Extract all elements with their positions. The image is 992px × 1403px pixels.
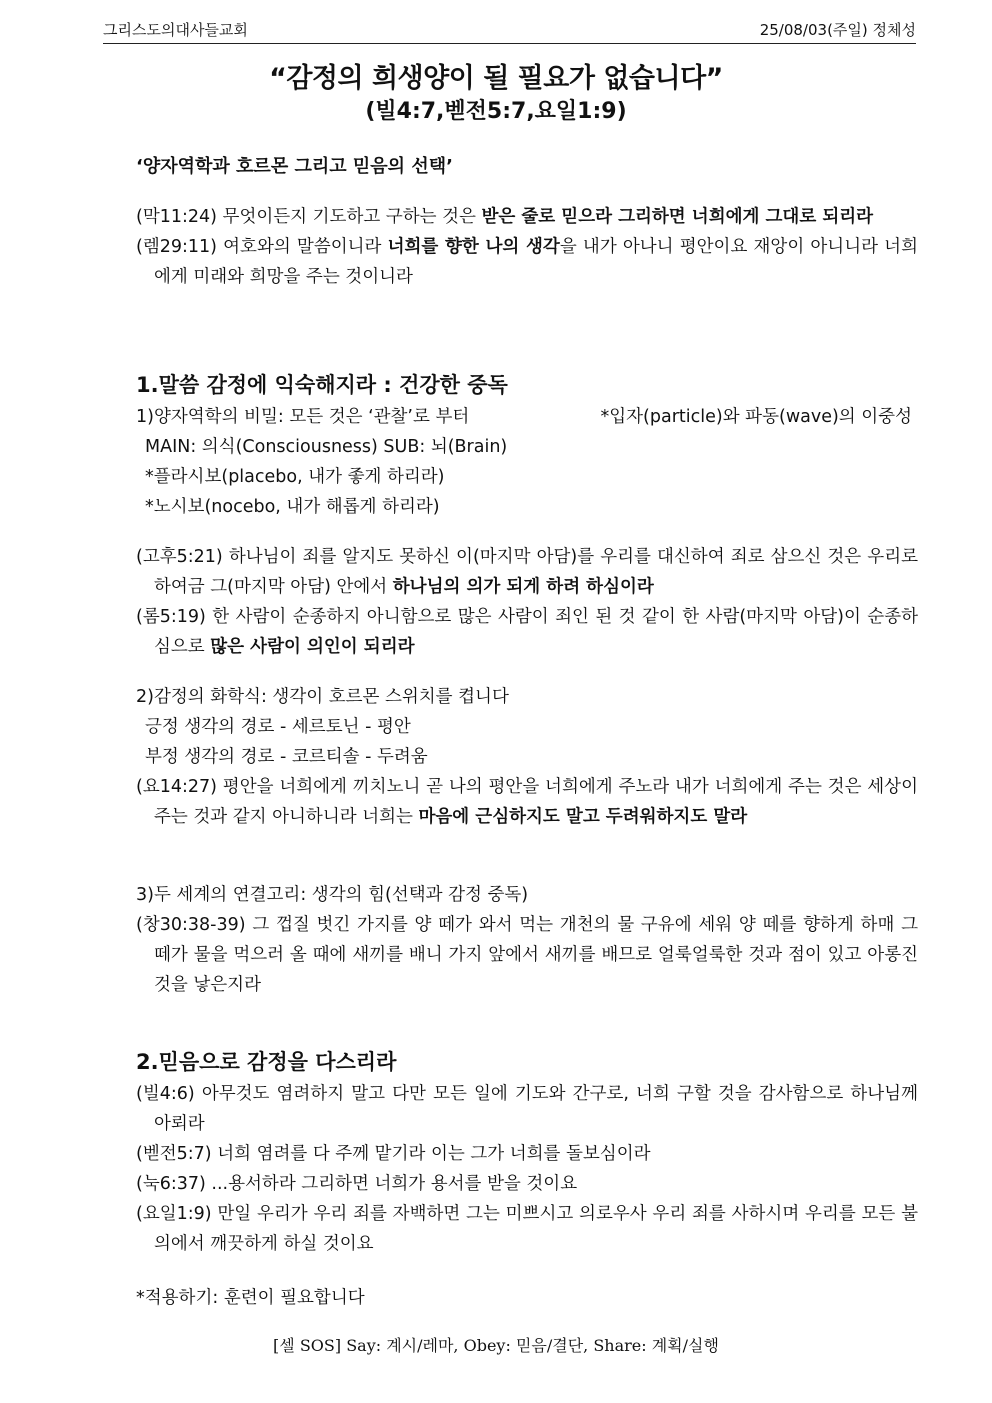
verse-rom-5-19: (롬5:19) 한 사람이 순종하지 아니함으로 많은 사람이 죄인 된 것 같이 한 사람(마지막 아담)이 순종하심으로 많은 사람이 의인이 되리라 [136,607,918,657]
section-1-item-1 [136,402,918,522]
section-2-verses [136,1079,918,1259]
emotion-chemistry-label: 2)감정의 화학식: 생각이 호르몬 스위치를 켭니다 [136,687,509,707]
date-preacher: 25/08/03(주일) 정체성 [759,21,916,39]
verse-1john-1-9: (요일1:9) 만일 우리가 우리 죄를 자백하면 그는 미쁘시고 의로우사 우리 죄를 사하시며 우리를 모든 불의에서 깨끗하게 하실 것이요 [136,1204,918,1254]
apply-line: *적용하기: 훈련이 필요합니다 [136,1288,365,1308]
verse-luke-6-37: (눅6:37) ...용서하라 그리하면 너희가 용서를 받을 것이요 [136,1174,578,1194]
nocebo-line: *노시보(nocebo, 내가 해롭게 하리라) [145,497,440,517]
page-header [103,18,916,44]
section-1-item-3 [136,880,918,1000]
church-name: 그리스도의대사들교회 [103,21,248,39]
verse-2cor-5-21: (고후5:21) 하나님이 죄를 알지도 못하신 이(마지막 아담)를 우리를 대신하여 죄로 삼으신 것은 우리로 하여금 그(마지막 아담) 안에서 하나님의 의가 되게 하려 하심이라 [136,547,918,597]
verse-1pet-5-7: (벧전5:7) 너희 염려를 다 주께 맡기라 이는 그가 너희를 돌보심이라 [136,1144,651,1164]
verse-gen-30-38: (창30:38-39) 그 껍질 벗긴 가지를 양 떼가 와서 먹는 개천의 물 구유에 세워 양 떼를 향하게 하매 그 떼가 물을 먹으러 올 때에 새끼를 배니 가지 앞에서 새끼를 배므로 얼룩얼룩한 것과 점이 있고 아롱진 것을 낳은지라 [136,915,918,995]
negative-path-line: 부정 생각의 경로 - 코르티솔 - 두려움 [145,747,428,767]
section-1-item-2 [136,682,918,832]
placebo-line: *플라시보(placebo, 내가 좋게 하리라) [145,467,445,487]
cell-sos-footer: [셀 SOS] Say: 계시/레마, Obey: 믿음/결단, Share: 계획/실행 [273,1336,719,1355]
sermon-title: “감정의 희생양이 될 필요가 없습니다” [269,63,723,94]
verse-jer-29-11: (렘29:11) 여호와의 말씀이니라 너희를 향한 나의 생각을 내가 아나니 평안이요 재앙이 아니니라 너희에게 미래와 희망을 주는 것이니라 [136,237,918,287]
main-sub-line: MAIN: 의식(Consciousness) SUB: 뇌(Brain) [145,437,508,457]
verse-john-14-27: (요14:27) 평안을 너희에게 끼치노니 곧 나의 평안을 너희에게 주노라 내가 너희에게 주는 것은 세상이 주는 것과 같지 아니하니라 너희는 마음에 근심하지도 말고 두려워하지도 말라 [136,777,918,827]
scripture-references: (빌4:7,벧전5:7,요일1:9) [365,99,627,124]
verse-phil-4-6: (빌4:6) 아무것도 염려하지 말고 다만 모든 일에 기도와 간구로, 너희 구할 것을 감사함으로 하나님께 아뢰라 [136,1084,918,1134]
two-worlds-label: 3)두 세계의 연결고리: 생각의 힘(선택과 감정 중독) [136,885,529,905]
section-1-heading: 1.말씀 감정에 익숙해지라 : 건강한 중독 [136,373,508,397]
positive-path-line: 긍정 생각의 경로 - 세르토닌 - 평안 [145,717,411,737]
section-2-heading: 2.믿음으로 감정을 다스리라 [136,1050,397,1074]
verse-mark-11-24: (막11:24) 무엇이든지 기도하고 구하는 것은 받은 줄로 믿으라 그리하면 너희에게 그대로 되리라 [136,207,874,227]
sermon-subtitle: ‘양자역학과 호르몬 그리고 믿음의 선택’ [136,156,453,177]
quantum-line: 1)양자역학의 비밀: 모든 것은 ‘관찰’로 부터 *입자(particle)와 파동(wave)의 이중성 [136,407,912,427]
intro-verses [136,202,918,292]
section-1-verses [136,542,918,662]
